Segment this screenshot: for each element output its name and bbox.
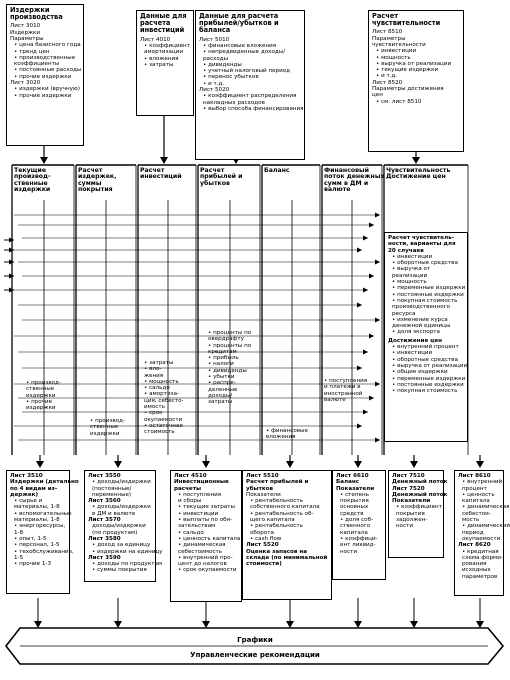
text-line: Лист 3510 (10, 473, 43, 479)
text-line: • перенос убытков (203, 74, 259, 81)
column-label-line: стоимость (144, 429, 175, 436)
arrow-down-icon (40, 157, 48, 164)
column-label-line: • вло- (144, 366, 162, 373)
bottom-box-sheet-5510 (242, 470, 332, 600)
text-line: ности, варианты для (388, 241, 456, 248)
text-line: • учетный налоговый период (203, 68, 291, 75)
text-line: стоимости) (246, 561, 282, 568)
text-line: Лист 8520 (372, 79, 403, 86)
column-labels-balance (266, 428, 308, 441)
text-line: • техобслуживание, (14, 548, 74, 555)
arrow-down-icon (412, 157, 420, 164)
column-label-line: • затраты (144, 360, 174, 366)
text-line: • тренд цен (14, 48, 50, 55)
text-line: • выплаты по обя- (178, 517, 233, 524)
text-line: • коэффици- (340, 535, 378, 542)
text-line: • рентабельность (250, 498, 303, 505)
arrow-down-icon (202, 621, 210, 628)
top-box-sensitivity-params (368, 10, 464, 152)
text-line: Лист 5010 (199, 36, 230, 43)
sensitivity-panel (384, 232, 468, 442)
text-line: Лист 8510 (372, 29, 403, 36)
arrow-down-icon (34, 621, 42, 628)
text-line: Денежный поток (392, 491, 448, 498)
column-title-sensitivity (386, 168, 450, 181)
text-line: • ценность (462, 491, 495, 498)
text-line: • энергоресурсы, (14, 523, 66, 530)
column-label-line: вложения (266, 434, 296, 441)
text-line: • доходы по продуктам (92, 561, 163, 568)
arrow-right-icon (357, 366, 362, 371)
text-line: исходных (462, 567, 491, 574)
text-line: Лист 7520 (392, 485, 425, 492)
text-line: переменные) (92, 491, 132, 498)
text-line: • сырье и (14, 498, 43, 505)
arrow-down-icon (114, 621, 122, 628)
column-label-line: издержки (90, 430, 120, 437)
arrow-down-icon (114, 461, 122, 468)
arrow-down-icon (202, 461, 210, 468)
top-box-profit-balance-data (195, 10, 305, 160)
column-title-cash-flow (324, 168, 384, 193)
text-line: • издержки (вручную) (14, 86, 80, 93)
text-line: Лист 5020 (199, 86, 230, 93)
text-line: ности (396, 523, 414, 530)
text-line: • доходы/издержки (92, 504, 151, 511)
column-title-line: Достижение цен (386, 173, 446, 181)
text-line: • инвестиции (392, 253, 433, 260)
text-line: покрытия (396, 510, 425, 517)
text-line: Показатели (246, 491, 281, 498)
text-line: ственного (340, 523, 371, 530)
column-title-line: ственные (14, 179, 48, 187)
text-line: Расчет прибылей и (246, 479, 309, 486)
text-line: денежной единицы (392, 323, 451, 330)
text-line: • сальдо (178, 529, 204, 536)
text-line: • текущие затраты (178, 504, 235, 511)
bottom-box-sheet-8610 (454, 470, 510, 596)
text-line: Лист 4010 (140, 36, 171, 43)
text-line: убытков (246, 485, 274, 492)
text-line: • динамическая (462, 504, 510, 511)
column-title-line: Расчет (200, 167, 225, 174)
text-line: • доходы/издержки (92, 479, 151, 486)
top-box-production-costs (6, 4, 84, 146)
text-line: • оборотные средства (392, 356, 458, 363)
text-line: расчеты (174, 485, 202, 492)
arrow-right-icon (369, 274, 374, 279)
text-line: • оборотные средства (392, 260, 458, 267)
text-line: • динамический (462, 523, 510, 530)
text-line: Инвестиционные (174, 479, 229, 486)
text-line: • опыт, 1-5 (14, 535, 47, 542)
arrow-right-icon (369, 396, 374, 401)
column-title-line: Баланс (264, 167, 290, 174)
text-line: держек) (10, 491, 39, 498)
text-line: средств (340, 510, 364, 517)
text-line: • поступления (178, 491, 222, 498)
text-line: цен (372, 92, 383, 99)
column-label-line: • дивиденды (208, 367, 247, 374)
column-labels-current-costs (26, 380, 61, 411)
text-line: Данные для расчета (199, 12, 279, 20)
text-line: чувствительности (372, 19, 441, 28)
text-line: • рентабельность об- (250, 510, 314, 517)
text-line: доходы/издержки (92, 523, 146, 530)
arrow-right-icon (363, 288, 368, 293)
text-line: Расчет чувствитель- (388, 235, 455, 241)
arrow-right-icon (375, 260, 380, 265)
text-line: схема форми- (462, 554, 503, 561)
text-line: 1-8 (14, 529, 24, 536)
text-line: по 4 видам из- (10, 485, 58, 492)
text-line: • коэффициент (396, 504, 442, 511)
column-label-line: кредитам (208, 348, 237, 355)
column-title-cost-calculation (78, 168, 116, 193)
column-labels-profit-loss (208, 330, 251, 406)
text-line: прибылей/убытков и (199, 19, 279, 28)
text-line: Лист 3020 (10, 80, 41, 87)
text-line: Лист 5510 (246, 473, 279, 479)
text-line: Лист 3560 (88, 498, 121, 505)
column-title-line: Расчет (78, 167, 103, 174)
text-line: Денежный поток (392, 479, 448, 486)
bottom-box-sheet-3550 (84, 470, 163, 582)
column-title-line: Чувствительность (386, 167, 451, 174)
text-line: • доход за единицу (92, 542, 151, 549)
column-label-line: • производ- (90, 418, 125, 424)
column-title-line: убытков (200, 179, 230, 187)
text-line: Издержки (детально (10, 479, 79, 486)
text-line: • цена базисного года (14, 42, 81, 49)
text-line: • см. лист 8510 (376, 98, 422, 105)
text-line: Баланс (336, 479, 360, 486)
text-line: Параметры (372, 35, 406, 42)
arrow-right-icon (375, 213, 380, 218)
text-line: ент ликвид- (340, 542, 376, 549)
text-line: • выбор способа финансирования (203, 105, 304, 112)
arrow-right-icon (363, 350, 368, 355)
column-title-line: производ- (14, 173, 51, 181)
column-label-line: • финансовые (266, 428, 308, 434)
text-line: 1-5 (14, 554, 24, 561)
column-label-line: • проценты по (208, 342, 252, 349)
text-line: • внутренний (462, 479, 503, 486)
column-label-line: овердрафту (208, 336, 244, 343)
arrow-right-icon (357, 248, 362, 253)
text-line: • доля экспорта (392, 329, 440, 336)
text-line: (постоянные/ (92, 485, 132, 492)
text-line: Достижение цен (388, 337, 442, 344)
arrow-right-icon (369, 223, 374, 228)
text-line: накладных расходов (203, 99, 265, 106)
text-line: • затраты (144, 61, 174, 68)
text-line: • cash flow (250, 535, 282, 542)
text-line: • и т.д. (376, 73, 398, 80)
column-title-line: издержек, (78, 173, 117, 181)
text-line: складе (по минимальной (246, 554, 328, 561)
text-line: цент до налогов (178, 561, 227, 568)
top-box-investment-data (136, 10, 194, 116)
text-line: Показатели (336, 485, 375, 492)
text-line: • прочие издержки (14, 73, 72, 80)
text-line: • доля соб- (340, 517, 374, 524)
column-title-line: прибылей и (200, 173, 243, 181)
text-line: себестоимость (178, 548, 223, 555)
text-line: (по продуктам) (92, 529, 138, 536)
column-labels-cost-calculation (90, 418, 125, 437)
column-label-line: • убытки (208, 374, 235, 381)
text-line: Оценка запасов на (246, 548, 308, 555)
text-line: параметров (462, 573, 498, 580)
text-line: амортизации (144, 49, 183, 56)
text-line: • суммы покрытия (92, 567, 147, 574)
column-label-line: затраты (208, 399, 233, 406)
text-line: период (462, 529, 484, 536)
text-line: и сборы (178, 498, 202, 505)
text-line: Лист 8620 (458, 542, 491, 549)
column-title-line: издержки (14, 185, 51, 193)
text-line: • инвестиции (392, 350, 433, 357)
column-title-line: суммы (78, 179, 102, 187)
column-label-line: • прочие (26, 398, 53, 405)
column-label-line: • амортиза- (144, 391, 180, 398)
text-line: • переменные издержки (392, 285, 466, 292)
bottom-box-sheet-3510 (6, 470, 79, 594)
column-label-line: • остаточная (144, 422, 183, 429)
column-label-line: имость (144, 404, 165, 411)
column-title-balance (264, 168, 290, 174)
text-line: • покупная стоимость (392, 388, 458, 395)
text-line: • текущие издержки (376, 67, 439, 74)
column-label-line: • распре- (208, 380, 236, 387)
column-label-line: • производ- (26, 380, 61, 386)
column-label-line: окупаемости (144, 416, 183, 423)
text-line: • мощность (376, 54, 411, 61)
text-line: • ценность капитала (178, 535, 241, 542)
text-line: основных (340, 504, 369, 511)
column-label-line: ственные (90, 424, 119, 431)
text-line: окупаемости (462, 535, 501, 542)
column-title-current-costs (14, 168, 51, 193)
column-title-line: Текущие (14, 167, 47, 174)
text-line: • вспомогательные (14, 510, 72, 517)
column-label-line: жения (144, 372, 164, 379)
text-line: • мощность (392, 279, 427, 286)
arrow-right-icon (357, 303, 362, 308)
text-line: • постоянные издержки (392, 291, 464, 298)
text-line: реализации (392, 272, 428, 279)
arrow-down-icon (476, 461, 484, 468)
column-label-line: • налоги (208, 361, 234, 368)
text-line: • непредвиденные доходы/ (203, 49, 286, 56)
column-title-line: поток денежных (324, 173, 385, 181)
text-line: Издержки (10, 6, 50, 14)
arrow-down-icon (354, 621, 362, 628)
column-label-line: • прибыль (208, 355, 239, 362)
text-line: • покупная стоимость (392, 297, 458, 304)
arrow-down-icon (286, 621, 294, 628)
text-line: • выручка от реализации (376, 60, 452, 67)
text-line: Параметры (10, 36, 44, 42)
text-line: коэффициенты (14, 61, 60, 68)
text-line: Лист 3010 (10, 23, 41, 30)
text-line: Данные для (140, 12, 187, 20)
column-labels-cash-flow (324, 378, 367, 403)
text-line: задолжен- (396, 517, 428, 524)
text-line: Лист 6610 (336, 473, 369, 479)
column-label-line: доходы/ (208, 392, 233, 399)
bottom-box-sheet-7510 (388, 470, 448, 558)
column-label-line: • проценты по (208, 330, 252, 336)
text-line: собственного капитала (250, 504, 320, 511)
arrow-right-icon (357, 424, 362, 429)
text-line: • постоянные расходы (14, 67, 82, 74)
text-line: расходы (203, 55, 229, 62)
text-line: • рентабельность (250, 523, 303, 530)
text-line: • общие издержки (392, 369, 448, 376)
text-line: • инвестиции (376, 48, 417, 55)
text-line: • срок окупаемости (178, 567, 237, 574)
text-line: производства (10, 13, 63, 22)
column-label-line: • мощность (144, 378, 179, 385)
text-line: щего капитала (250, 517, 295, 524)
text-line: Лист 3580 (88, 535, 121, 542)
column-title-line: Расчет (140, 167, 165, 174)
text-line: баланса (199, 26, 231, 35)
text-line: Лист 3590 (88, 554, 121, 561)
text-line: Лист 3550 (88, 473, 121, 479)
text-line: Лист 8610 (458, 473, 491, 479)
text-line: • издержки на единицу (92, 548, 163, 555)
text-line: • выручка от реализации (392, 362, 468, 369)
arrow-right-icon (375, 438, 380, 443)
text-line: • прочие 1-3 (14, 561, 52, 568)
text-line: • и т.д. (203, 80, 225, 87)
text-line: • финансовые вложения (203, 42, 277, 49)
text-line: покрытия (340, 498, 369, 505)
column-label-line: • сальдо (144, 385, 170, 392)
column-title-line: сумм в ДМ и (324, 179, 369, 187)
text-line: зательствам (178, 523, 216, 530)
bottom-box-sheet-6610 (332, 470, 386, 580)
text-line: • дивиденды (203, 61, 242, 68)
arrow-down-icon (410, 621, 418, 628)
text-line: капитала (340, 529, 368, 536)
text-line: производственного (392, 304, 450, 311)
arrow-down-icon (160, 157, 168, 164)
column-label-line: иностранной (324, 390, 363, 397)
text-line: рования (462, 561, 487, 568)
text-line: • прочие издержки (14, 92, 72, 99)
arrow-right-icon (363, 236, 368, 241)
text-line: • коэффициент (144, 42, 190, 49)
column-label-line: • поступления (324, 378, 368, 384)
text-line: • персонал, 1-5 (14, 542, 60, 549)
arrow-right-icon (363, 410, 368, 415)
arrow-down-icon (354, 461, 362, 468)
column-label-line: ция, себесто- (144, 397, 184, 404)
column-label-line: ственные (26, 386, 55, 393)
column-title-investment (140, 168, 182, 181)
text-line: Лист 7510 (392, 473, 425, 479)
text-line: Издержки (10, 29, 41, 36)
text-line: • внутренний процент (392, 344, 459, 351)
text-line: • постоянные издержки (392, 381, 464, 388)
arrow-down-icon (286, 461, 294, 468)
text-line: Параметры достижения (372, 86, 444, 93)
banner-recommendations: Управленческие рекомендации (190, 651, 320, 659)
text-line: • вложения (144, 55, 179, 62)
text-line: Расчет (372, 12, 399, 20)
text-line: себестои- (462, 510, 491, 517)
text-line: • кредитная (462, 548, 499, 555)
text-line: • коэффициент распределения (203, 93, 297, 100)
text-line: в ДМ и валюте (92, 510, 136, 517)
arrow-right-icon (375, 382, 380, 387)
column-label-line: деленные (208, 386, 238, 393)
text-line: • динамическая (178, 542, 226, 549)
text-line: капитала (462, 498, 490, 505)
text-line: ресурса (392, 310, 416, 317)
column-labels-investment (144, 360, 184, 436)
text-line: Лист 5520 (246, 542, 279, 549)
banner-charts: Графики (237, 636, 273, 644)
arrow-right-icon (369, 334, 374, 339)
arrow-right-icon (375, 318, 380, 323)
text-line: чувствительности (372, 42, 426, 48)
column-label-line: валюте (324, 396, 346, 403)
text-line: • переменные издержки (392, 375, 466, 382)
text-line: • изменение курса (392, 316, 448, 323)
text-line: • инвестиции (178, 510, 219, 517)
text-line: расчета (140, 19, 171, 28)
text-line: материалы, 1-8 (14, 504, 60, 511)
text-line: 20 случаев (388, 247, 424, 254)
text-line: • выручка от (392, 266, 431, 273)
text-line: ности (340, 548, 358, 555)
column-label-line: • срок (144, 410, 163, 417)
column-title-line: валюте (324, 185, 351, 193)
text-line: инвестиций (140, 26, 185, 35)
text-line: мость (462, 517, 480, 524)
text-line: • степень (340, 491, 369, 498)
column-title-line: покрытия (78, 185, 113, 193)
arrow-down-icon (410, 461, 418, 468)
text-line: оборота (250, 529, 274, 536)
column-label-line: издержки (26, 405, 56, 412)
text-line: процент (462, 485, 487, 492)
text-line: Лист 4510 (174, 473, 207, 479)
column-title-line: инвестиций (140, 173, 182, 181)
text-line: материалы, 1-8 (14, 517, 60, 524)
text-line: • внутренний про- (178, 554, 233, 561)
text-line: Лист 3570 (88, 517, 121, 524)
text-line: Показатели (392, 498, 431, 505)
column-title-line: Финансовый (324, 167, 369, 174)
text-line: • производственные (14, 54, 76, 61)
bottom-box-sheet-4510 (170, 470, 242, 602)
arrow-down-icon (476, 621, 484, 628)
column-label-line: и платежи в (324, 384, 361, 391)
column-label-line: издержки (26, 392, 56, 399)
column-title-profit-loss (200, 168, 243, 187)
arrow-down-icon (36, 461, 44, 468)
